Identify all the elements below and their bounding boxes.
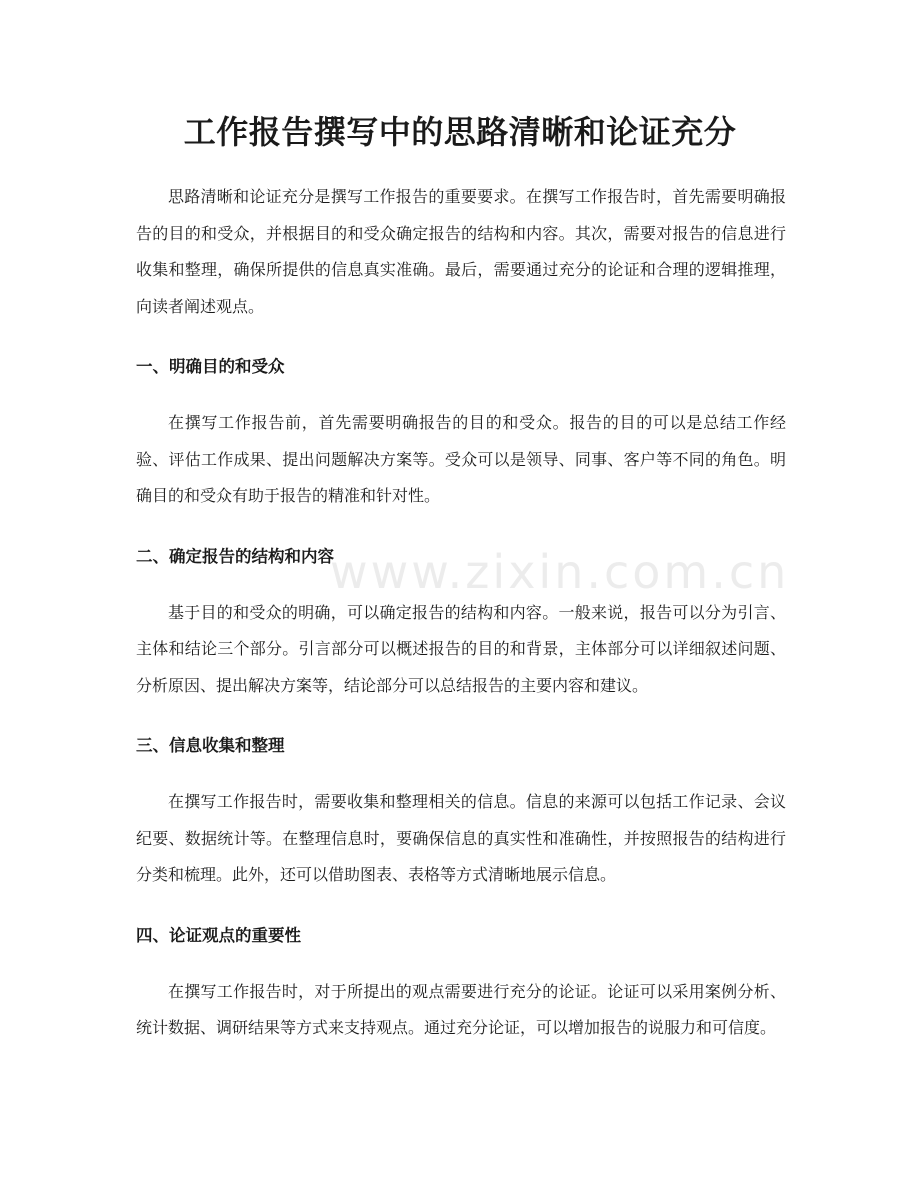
- section-paragraph: 基于目的和受众的明确，可以确定报告的结构和内容。一般来说，报告可以分为引言、主体和结论三个部分。引言部分可以概述报告的目的和背景，主体部分可以详细叙述问题、分析原因、提出解决方案等，结论部分可以总结报告的主要内容和建议。: [136, 602, 786, 695]
- section-paragraph: 在撰写工作报告前，首先需要明确报告的目的和受众。报告的目的可以是总结工作经验、评估工作成果、提出问题解决方案等。受众可以是领导、同事、客户等不同的角色。明确目的和受众有助于报告的精准和针对性。: [136, 413, 786, 505]
- section-paragraph: 在撰写工作报告时，需要收集和整理相关的信息。信息的来源可以包括工作记录、会议纪要、数据统计等。在整理信息时，要确保信息的真实性和准确性，并按照报告的结构进行分类和梳理。此外，还可以借助图表、表格等方式清晰地展示信息。: [136, 792, 786, 884]
- section-heading: 三、信息收集和整理: [136, 736, 285, 755]
- section-paragraph: 在撰写工作报告时，对于所提出的观点需要进行充分的论证。论证可以采用案例分析、统计数据、调研结果等方式来支持观点。通过充分论证，可以增加报告的说服力和可信度。: [136, 981, 786, 1037]
- section-3: [136, 728, 786, 894]
- watermark: www.zixin.com.cn: [330, 545, 790, 599]
- section-1: [136, 349, 786, 515]
- document-title: 工作报告撰写中的思路清晰和论证充分: [183, 113, 737, 151]
- document-body: [136, 179, 786, 1047]
- section-heading: 一、明确目的和受众: [136, 357, 285, 376]
- section-heading: 二、确定报告的结构和内容: [136, 546, 334, 566]
- section-2: [136, 539, 786, 705]
- section-4: [136, 918, 786, 1047]
- intro-paragraph: 思路清晰和论证充分是撰写工作报告的重要要求。在撰写工作报告时，首先需要明确报告的目的和受众，并根据目的和受众确定报告的结构和内容。其次，需要对报告的信息进行收集和整理，确保所提供的信息真实准确。最后，需要通过充分的论证和合理的逻辑推理，向读者阐述观点。: [136, 187, 786, 316]
- section-heading: 四、论证观点的重要性: [136, 925, 301, 945]
